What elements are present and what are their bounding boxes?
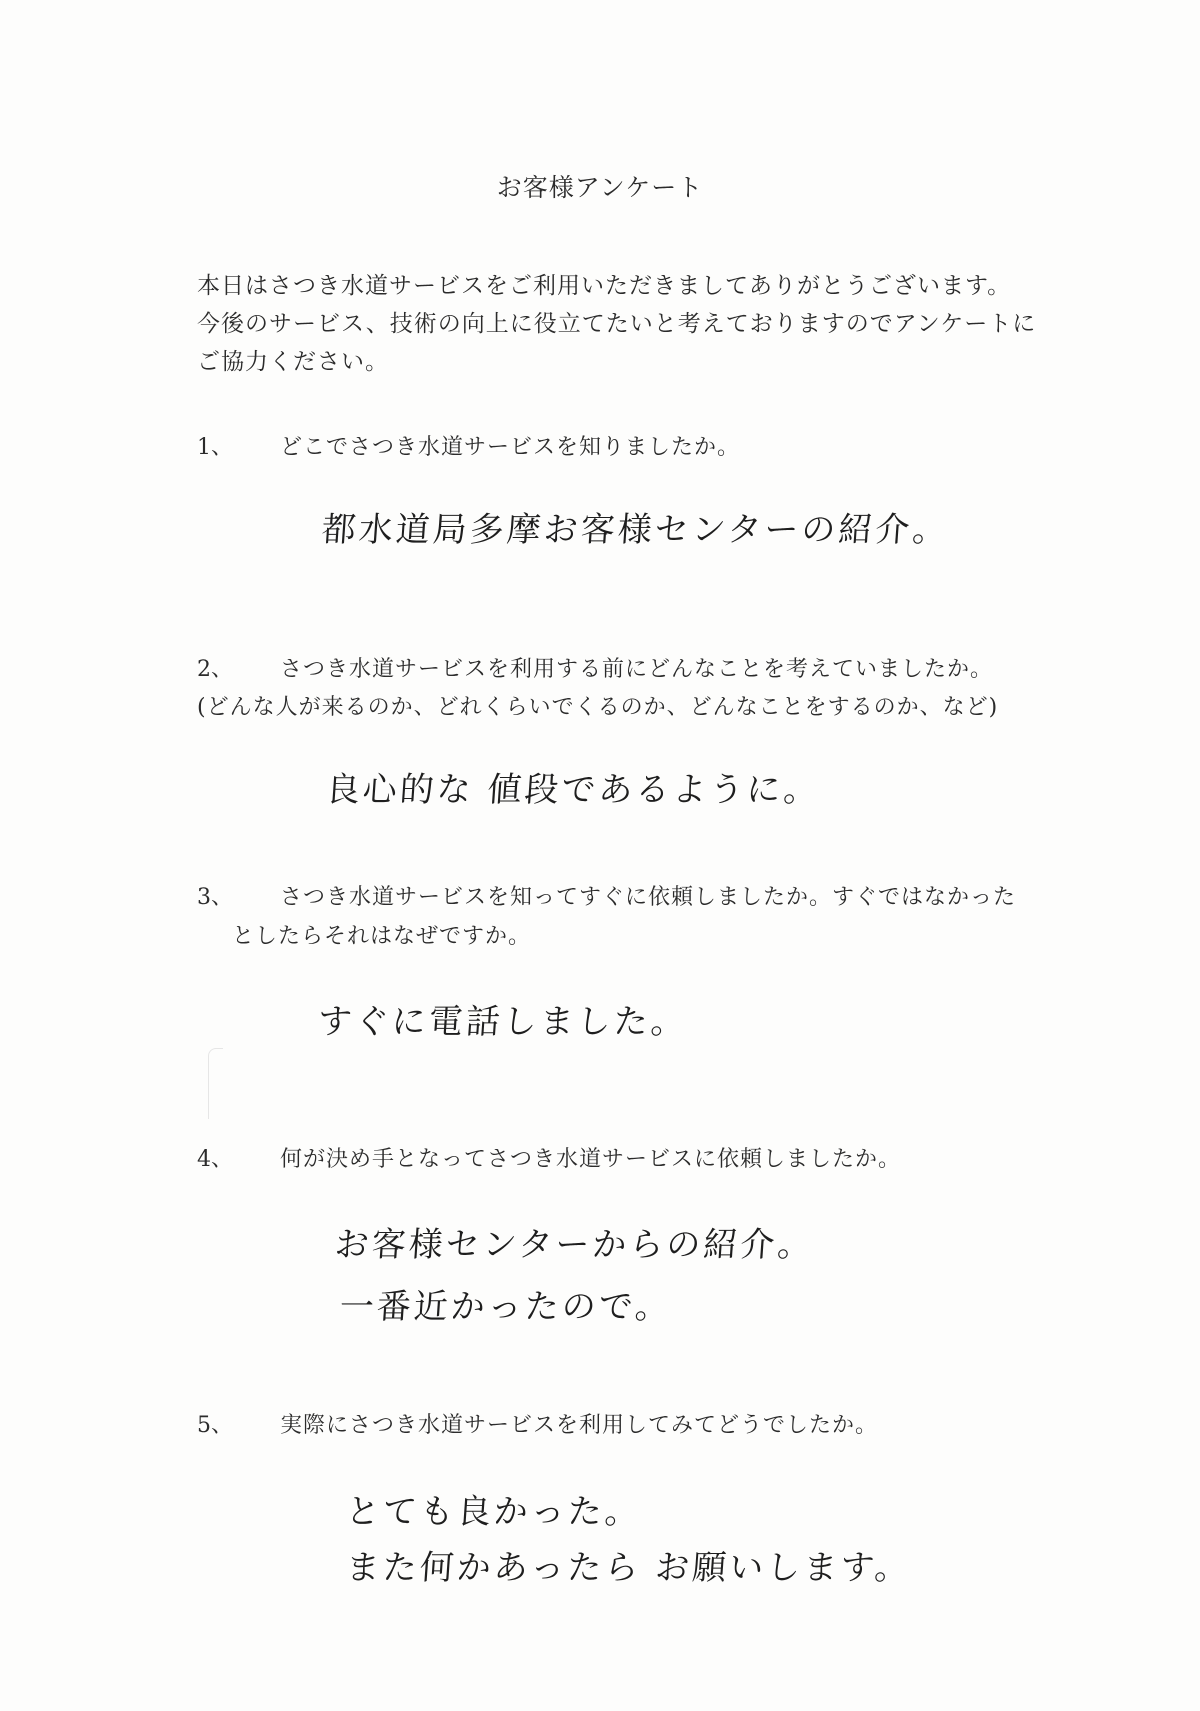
question-2-number: 2、 — [197, 657, 233, 682]
answer-5-line-1: とても良かった。 — [344, 1492, 644, 1532]
answer-4-line-1: お客様センターからの紹介。 — [333, 1225, 816, 1265]
question-3-subtext: としたらそれはなぜですか。 — [232, 924, 532, 949]
intro-line: 今後のサービス、技術の向上に役立てたいと考えておりますのでアンケートに — [197, 311, 1037, 337]
question-3-text: さつき水道サービスを知ってすぐに依頼しましたか。すぐではなかった — [280, 885, 1017, 910]
intro-text — [197, 267, 1097, 381]
question-4-number: 4、 — [197, 1147, 233, 1172]
answer-1-line-1: 都水道局多摩お客様センターの紹介。 — [320, 510, 951, 550]
question-4-text: 何が決め手となってさつき水道サービスに依頼しましたか。 — [280, 1147, 902, 1172]
answer-4-line-2: 一番近かったので。 — [338, 1287, 674, 1327]
question-2-subtext: (どんな人が来るのか、どれくらいでくるのか、どんなことをするのか、など) — [197, 695, 999, 720]
question-1-number: 1、 — [197, 435, 233, 460]
intro-line: 本日はさつき水道サービスをご利用いただきましてありがとうございます。 — [197, 273, 1012, 299]
question-2-text: さつき水道サービスを利用する前にどんなことを考えていましたか。 — [280, 657, 994, 682]
question-5-number: 5、 — [197, 1413, 233, 1438]
answer-2-line-1: 良心的な 値段であるように。 — [324, 770, 822, 810]
scan-artifact — [208, 1048, 223, 1119]
answer-5-line-2: また何かあったら お願いします。 — [344, 1548, 913, 1588]
question-1-text: どこでさつき水道サービスを知りましたか。 — [280, 435, 741, 460]
question-3-number: 3、 — [197, 885, 233, 910]
intro-line: ご協力ください。 — [197, 349, 389, 375]
answer-3-line-1: すぐに電話しました。 — [316, 1002, 690, 1042]
survey-title: お客様アンケート — [496, 173, 704, 202]
question-5-text: 実際にさつき水道サービスを利用してみてどうでしたか。 — [280, 1413, 879, 1438]
